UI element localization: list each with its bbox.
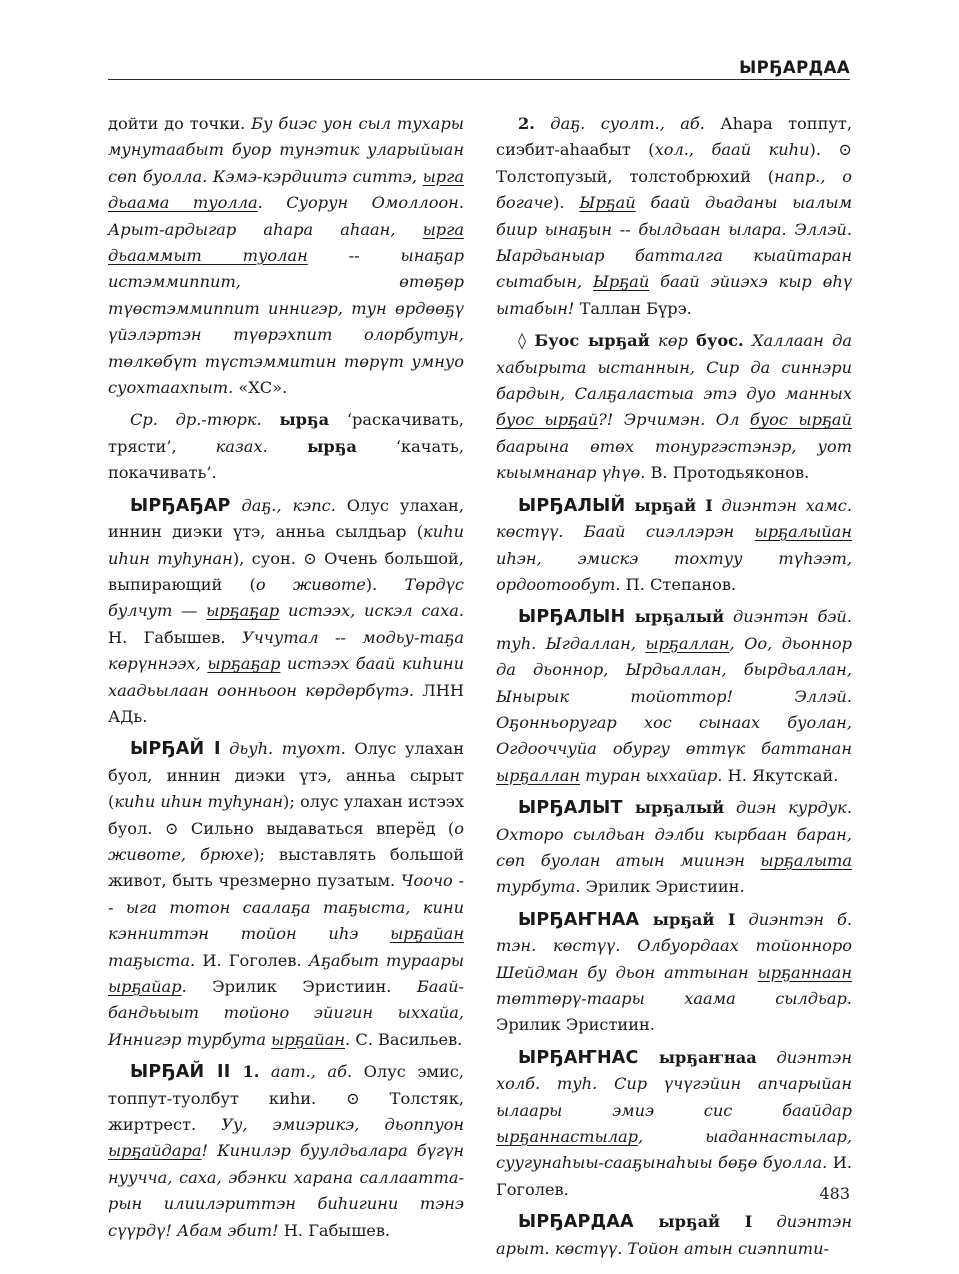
dictionary-entry xyxy=(496,1045,852,1203)
example-highlight: ырҕайан xyxy=(390,924,464,944)
example-source: ЛНН АДь. xyxy=(108,680,465,726)
right-column xyxy=(496,111,852,1268)
headword: ЫРҔАЙ II xyxy=(130,1062,231,1083)
example-highlight: ырга дьааммыт туолан xyxy=(108,219,464,266)
definition: Олус эмис, топпут-туолбут киhи. ⊙ Толстяк, жиртрест. xyxy=(108,1062,464,1135)
example-highlight: ырҕалыйан xyxy=(754,522,852,542)
example-highlight: ырҕаҕар xyxy=(206,601,280,621)
example-text: -- ынаҕар истэммиппит, өтөҕөр түөстэммиппит иннигэр, тун өрдөөҕү үйэлэртэн түөрэхпит олорбутун, төлкөбүт түстэммитин төрүт умнуо суохтаахпыт. xyxy=(108,246,464,398)
etymology-note xyxy=(108,407,464,486)
example-text: диэн курдук. Охторо сылдьан дэлби кырбаан баран, сөп буолан атын миинэн xyxy=(496,798,852,870)
example-source: Эрилик Эристиин. xyxy=(580,877,745,897)
example-text: баарына өтөх тонургэстэнэр, уот кыымнанар үhүө. xyxy=(496,436,852,483)
cognate-word: ырҕа xyxy=(279,410,330,430)
definition-note: о животе, брюхе xyxy=(108,818,464,864)
headword: ЫРҔАРДАА xyxy=(518,1212,634,1233)
language-label: казах. xyxy=(215,436,268,456)
grammar-label: дьуh. туохт. xyxy=(220,739,346,759)
dictionary-entry xyxy=(496,1209,852,1262)
text: дойти до точки. xyxy=(108,114,252,133)
running-head: ЫРҔАРДАА xyxy=(739,58,850,77)
text: Ср. др.-тюрк. xyxy=(130,410,280,430)
definition: ), суон. ⊙ Очень большой, выпирающий ( xyxy=(108,548,464,594)
example-text: диэнтэн бэй. туh. Ыгдаллан, xyxy=(496,607,852,653)
definition: Аhара топпут, сиэбит-аhаабыт ( xyxy=(496,114,852,160)
example-highlight: ырҕайар xyxy=(108,977,182,996)
example-highlight: ырҕаннаан xyxy=(757,962,852,982)
sense-number: 2. xyxy=(518,114,535,133)
example-text: Халлаан да хабырыта ыстаннын, Сир да синнэри бардын, Салҕаластыа этэ дуо манных xyxy=(496,331,852,404)
example-text: , Оо, дьоннор да дьоннор, Ырдьаллан, бырдьаллан, Ынырык тойоттор! Эллэй. Оҕонньоругар хос сынаах буолан, Огдооччуйа обургу өттүк баттанан xyxy=(496,633,852,759)
example-text: баай эйиэхэ кыр өhү ытабын! xyxy=(496,272,852,318)
grammar-label: даҕ. суолт., аб. xyxy=(534,114,705,133)
example-text: диэнтэн б. тэн. көстүү. Олбуордаах тойонноро Шейдман бу дьон аттынан xyxy=(496,909,853,982)
grammar-label: даҕ., кэпс. xyxy=(230,495,336,515)
headword: ЫРҔАЛЫТ xyxy=(518,798,623,819)
dictionary-entry xyxy=(496,604,852,789)
definition: ). ⊙ Толстопузый, толстобрюхий ( xyxy=(496,140,852,186)
example-text: турбута. xyxy=(496,877,581,897)
definition-note: напр., о богаче xyxy=(496,166,852,213)
diamond-icon: ◊ xyxy=(518,331,535,351)
example-text: Бу биэс уон сыл тухары мунутаабыт буор тунэтик уларыйыан сөп буолла. Кэмэ-кэрдиитэ ситтэ, xyxy=(108,114,464,186)
example-highlight: ырҕалыта xyxy=(760,850,852,870)
definition-note: киhи иhин туhунан xyxy=(114,792,284,812)
definition: ); олус улахан истээх буол. ⊙ Сильно выдаваться вперёд ( xyxy=(108,792,464,838)
example-text: истээх, искэл саха. xyxy=(279,601,464,621)
example-text: Арыт-ардыгар аhара аhаан, xyxy=(108,219,423,239)
headword: ЫРҔАЛЫЙ xyxy=(518,495,626,516)
example-highlight: Ырҕай xyxy=(592,272,650,292)
example-source: Таллан Бүрэ. xyxy=(574,298,692,318)
example-highlight: ырҕайан xyxy=(271,1029,346,1049)
example-source: И. Гоголев. xyxy=(195,950,309,970)
grammar-label: аат., аб. xyxy=(259,1062,353,1082)
cross-ref-label: көр xyxy=(649,331,697,351)
example-text: диэнтэн холб. туh. Сир үчүгэйин апчарыйан ылаары эмиэ сис баайдар xyxy=(496,1047,852,1120)
example-source: Н. Якутскай. xyxy=(722,765,839,785)
headword: ЫРҔАЙ I xyxy=(130,739,221,760)
example-source: Н. Габышев. xyxy=(108,627,242,647)
example-text: ?! Эрчимэн. Ол xyxy=(598,410,750,430)
definition-note: киhи иhин туhунан xyxy=(108,522,464,568)
dictionary-entry xyxy=(108,493,464,731)
example-highlight: ырҕайдара xyxy=(108,1141,202,1161)
example-highlight: ырҕаллан xyxy=(645,633,730,653)
dictionary-sense xyxy=(496,111,852,322)
dictionary-entry xyxy=(496,795,852,901)
base-word: ырҕай I xyxy=(633,1212,753,1232)
example-text: Чоочо -- ыга тотон саалаҕа таҕыста, кини кэнниттэн тойон иhэ xyxy=(108,871,465,944)
phrase-entry xyxy=(496,328,852,486)
example-highlight: ырга дьаама туолла xyxy=(108,166,464,213)
example-text: , ыаданнастылар, суугунаhыы-сааҕынаhыы бөҕө буолла. xyxy=(496,1127,852,1173)
example-text: диэнтэн хамс. көстүү. Баай сиэллэрэн xyxy=(496,495,852,542)
definition-note: о животе xyxy=(255,574,366,594)
example-text: Баай-бандьыыт тойоно эйигин ыххайа, Иннигэр турбута xyxy=(108,977,464,1049)
headword: ЫРҔАҤНАС xyxy=(518,1047,639,1068)
example-source: «ХС». xyxy=(233,378,288,398)
gloss: ‘качать, покачивать’. xyxy=(108,436,465,483)
example-text: туран ыххайар. xyxy=(580,765,723,785)
definition: ). xyxy=(553,193,580,213)
dictionary-entry xyxy=(496,907,852,1039)
example-source: Н. Габышев. xyxy=(278,1220,391,1240)
example-highlight: ырҕаннастылар xyxy=(496,1127,639,1147)
dictionary-entry xyxy=(108,1059,464,1244)
definition: Олус улахан, иннин диэки үтэ, анньа сылдьар ( xyxy=(108,495,464,542)
example-text: ! Кинилэр буулдьалара бүгүн нууччa, саха, эбэнки харана саллааттарын илиилэриттэн биhигини тэнэ сүүрдү! Абам эбит! xyxy=(108,1141,464,1240)
dictionary-entry xyxy=(496,493,852,599)
example-text: истээх баай киhини хаадьылаан оонньоон көрдөрбүтэ. xyxy=(108,654,464,700)
base-word: ырҕай I xyxy=(625,495,713,515)
example-source: И. Гоголев. xyxy=(496,1153,852,1199)
base-word: ырҕалый xyxy=(625,607,725,627)
cross-ref-target: буос. xyxy=(696,331,744,351)
page-number: 483 xyxy=(819,1184,850,1203)
example-text: төттөрү-таары хаама сылдьар. xyxy=(496,989,852,1008)
headword: ЫРҔАҤНАА xyxy=(518,909,640,930)
example-source: Эрилик Эристиин. xyxy=(186,977,417,996)
example-text: таҕыста. xyxy=(108,950,196,970)
gloss: ‘раскачивать, трясти’, xyxy=(108,410,465,456)
dictionary-entry xyxy=(108,736,464,1053)
example-highlight: буос ырҕай xyxy=(749,410,852,430)
definition: Олус улахан буол, иннин диэки үтэ, анньа сырыт ( xyxy=(108,739,464,812)
example-text: диэнтэн арыт. көстүү. Тойон атын сиэппити- xyxy=(496,1212,852,1258)
definition: ). xyxy=(365,574,405,594)
sense-number: 1. xyxy=(230,1062,260,1082)
header-rule xyxy=(108,79,850,80)
example-highlight: Ырҕай xyxy=(579,193,636,213)
example-text: Уччутал -- модьу-таҕа көрүннээх, xyxy=(108,627,464,674)
example-source: . Суорун Омоллоон. xyxy=(257,193,464,213)
headword: ЫРҔАҔАР xyxy=(130,495,231,516)
example-text: . xyxy=(345,1029,351,1049)
example-text: Уу, эмиэрикэ, дьоппуон xyxy=(221,1115,464,1135)
headword: ЫРҔАЛЫН xyxy=(518,607,626,628)
phrase-headword: Буос ырҕай xyxy=(534,331,650,351)
example-text: иhэн, эмискэ тохтуу түhээт, ордоотообут. xyxy=(496,548,852,594)
example-text: . xyxy=(181,977,187,996)
base-word: ырҕай I xyxy=(639,909,736,929)
example-source: Эрилик Эристиин. xyxy=(496,1015,655,1035)
definition: ); выставлять большой живот, быть чрезмерно пузатым. xyxy=(108,844,464,891)
example-highlight: ырҕаҕар xyxy=(207,654,281,674)
example-text: Төрдүс булчут — xyxy=(108,574,464,621)
example-source: В. Протодьяконов. xyxy=(645,463,810,483)
example-highlight: буос ырҕай xyxy=(496,410,599,430)
example-highlight: ырҕаллан xyxy=(496,765,581,785)
example-source: С. Васильев. xyxy=(350,1029,463,1049)
example-source: П. Степанов. xyxy=(620,574,737,594)
left-column xyxy=(108,111,464,1250)
base-word: ырҕаҥнаа xyxy=(638,1047,757,1067)
definition-note: хол., баай киhи xyxy=(654,140,810,160)
base-word: ырҕалый xyxy=(622,798,725,818)
example-text: Аҕабыт тураары xyxy=(308,950,465,970)
example-text: баай дьаданы ыалым биир ынаҕын -- былдьаан ылара. Эллэй. Ыардьаныар батталга кыайтаран сытабын, xyxy=(496,193,852,292)
entry-continuation xyxy=(108,111,464,401)
cognate-word: ырҕа xyxy=(267,436,357,456)
